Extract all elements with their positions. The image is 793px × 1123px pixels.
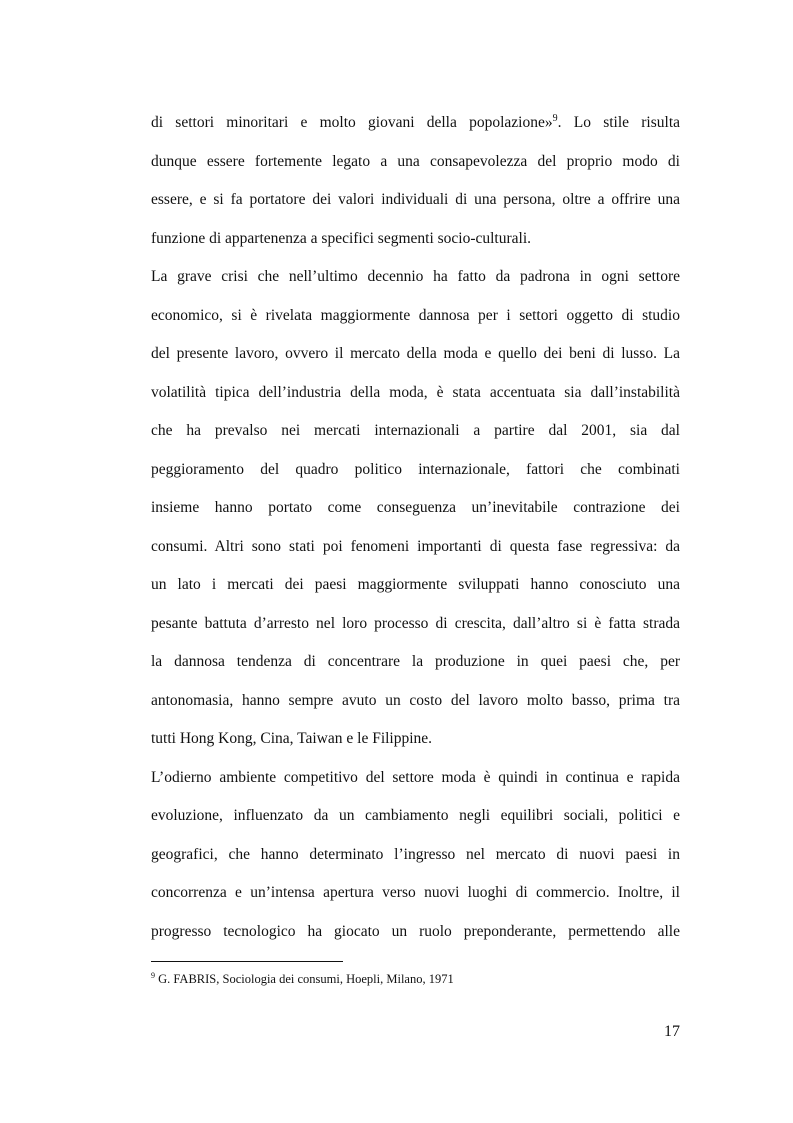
text-line: che ha prevalso nei mercati internazionali a partire dal 2001, sia dal: [151, 422, 680, 439]
text-line: dunque essere fortemente legato a una consapevolezza del proprio modo di: [151, 153, 680, 170]
text-line: evoluzione, influenzato da un cambiamento negli equilibri sociali, politici e: [151, 807, 680, 824]
text-line: un lato i mercati dei paesi maggiormente sviluppati hanno conosciuto una: [151, 576, 680, 593]
text-line: volatilità tipica dell’industria della moda, è stata accentuata sia dall’instabilità: [151, 384, 680, 401]
text-line: antonomasia, hanno sempre avuto un costo del lavoro molto basso, prima tra: [151, 692, 680, 709]
footnote-text: G. FABRIS, Sociologia dei consumi, Hoepli, Milano, 1971: [155, 972, 454, 986]
text-line: pesante battuta d’arresto nel loro processo di crescita, dall’altro si è fatta strada: [151, 615, 680, 632]
text-line: la dannosa tendenza di concentrare la produzione in quei paesi che, per: [151, 653, 680, 670]
footnote-separator: [151, 961, 343, 962]
text-line-end: . Lo stile risulta: [557, 114, 681, 131]
text-line: [151, 113, 680, 133]
text-line: peggioramento del quadro politico internazionale, fattori che combinati: [151, 461, 680, 478]
text-line: tutti Hong Kong, Cina, Taiwan e le Filippine.: [151, 730, 433, 747]
text-line: consumi. Altri sono stati poi fenomeni importanti di questa fase regressiva: da: [151, 538, 680, 555]
text-line: L’odierno ambiente competitivo del settore moda è quindi in continua e rapida: [151, 769, 680, 786]
footnote: [151, 971, 454, 987]
text-line: economico, si è rivelata maggiormente dannosa per i settori oggetto di studio: [151, 307, 680, 324]
text-line: concorrenza e un’intensa apertura verso nuovi luoghi di commercio. Inoltre, il: [151, 884, 680, 901]
text-line-start: di settori minoritari e molto giovani della popolazione»: [151, 114, 553, 131]
page-number: 17: [664, 1023, 680, 1040]
footnote-ref: 9: [552, 113, 558, 124]
text-line: essere, e si fa portatore dei valori individuali di una persona, oltre a offrire una: [151, 191, 680, 208]
text-line: insieme hanno portato come conseguenza un’inevitabile contrazione dei: [151, 499, 680, 516]
text-line: geografici, che hanno determinato l’ingresso nel mercato di nuovi paesi in: [151, 846, 680, 863]
text-line: funzione di appartenenza a specifici segmenti socio-culturali.: [151, 230, 532, 247]
text-line: La grave crisi che nell’ultimo decennio ha fatto da padrona in ogni settore: [151, 268, 680, 285]
text-line: progresso tecnologico ha giocato un ruolo preponderante, permettendo alle: [151, 923, 680, 940]
text-line: del presente lavoro, ovvero il mercato della moda e quello dei beni di lusso. La: [151, 345, 680, 362]
footnote-number: 9: [151, 971, 155, 980]
